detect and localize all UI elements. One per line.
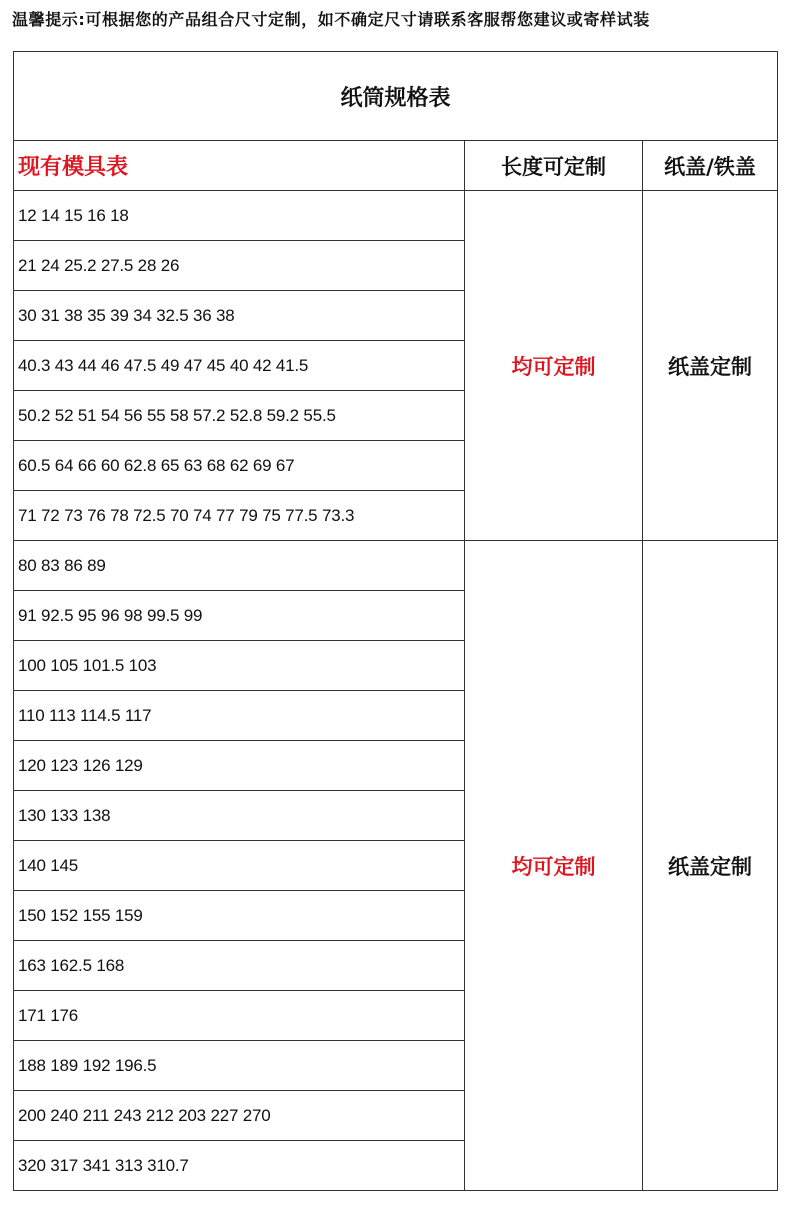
mold-sizes-cell: 30 31 38 35 39 34 32.5 36 38 [14,291,465,341]
mold-sizes-cell: 130 133 138 [14,791,465,841]
mold-sizes-cell: 50.2 52 51 54 56 55 58 57.2 52.8 59.2 55.5 [14,391,465,441]
header-length: 长度可定制 [465,141,643,191]
mold-sizes-cell: 21 24 25.2 27.5 28 26 [14,241,465,291]
lid-custom-cell: 纸盖定制 [643,191,778,541]
header-row [14,141,778,191]
mold-sizes-cell: 163 162.5 168 [14,941,465,991]
mold-sizes-cell: 12 14 15 16 18 [14,191,465,241]
spec-table [13,51,778,1191]
length-custom-cell: 均可定制 [465,541,643,1191]
mold-sizes-cell: 188 189 192 196.5 [14,1041,465,1091]
lid-custom-cell: 纸盖定制 [643,541,778,1191]
mold-sizes-cell: 200 240 211 243 212 203 227 270 [14,1091,465,1141]
table-row [14,541,778,591]
mold-sizes-cell: 60.5 64 66 60 62.8 65 63 68 62 69 67 [14,441,465,491]
notice-text: 温馨提示:可根据您的产品组合尺寸定制，如不确定尺寸请联系客服帮您建议或寄样试装 [12,10,650,29]
mold-sizes-cell: 40.3 43 44 46 47.5 49 47 45 40 42 41.5 [14,341,465,391]
header-lid: 纸盖/铁盖 [643,141,778,191]
table-title: 纸筒规格表 [14,52,778,141]
mold-sizes-cell: 91 92.5 95 96 98 99.5 99 [14,591,465,641]
table-row [14,191,778,241]
mold-sizes-cell: 150 152 155 159 [14,891,465,941]
mold-sizes-cell: 100 105 101.5 103 [14,641,465,691]
header-mold-list: 现有模具表 [14,141,465,191]
mold-sizes-cell: 140 145 [14,841,465,891]
mold-sizes-cell: 171 176 [14,991,465,1041]
length-custom-cell: 均可定制 [465,191,643,541]
mold-sizes-cell: 120 123 126 129 [14,741,465,791]
mold-sizes-cell: 320 317 341 313 310.7 [14,1141,465,1191]
mold-sizes-cell: 110 113 114.5 117 [14,691,465,741]
mold-sizes-cell: 80 83 86 89 [14,541,465,591]
mold-sizes-cell: 71 72 73 76 78 72.5 70 74 77 79 75 77.5 73.3 [14,491,465,541]
title-row [14,52,778,141]
